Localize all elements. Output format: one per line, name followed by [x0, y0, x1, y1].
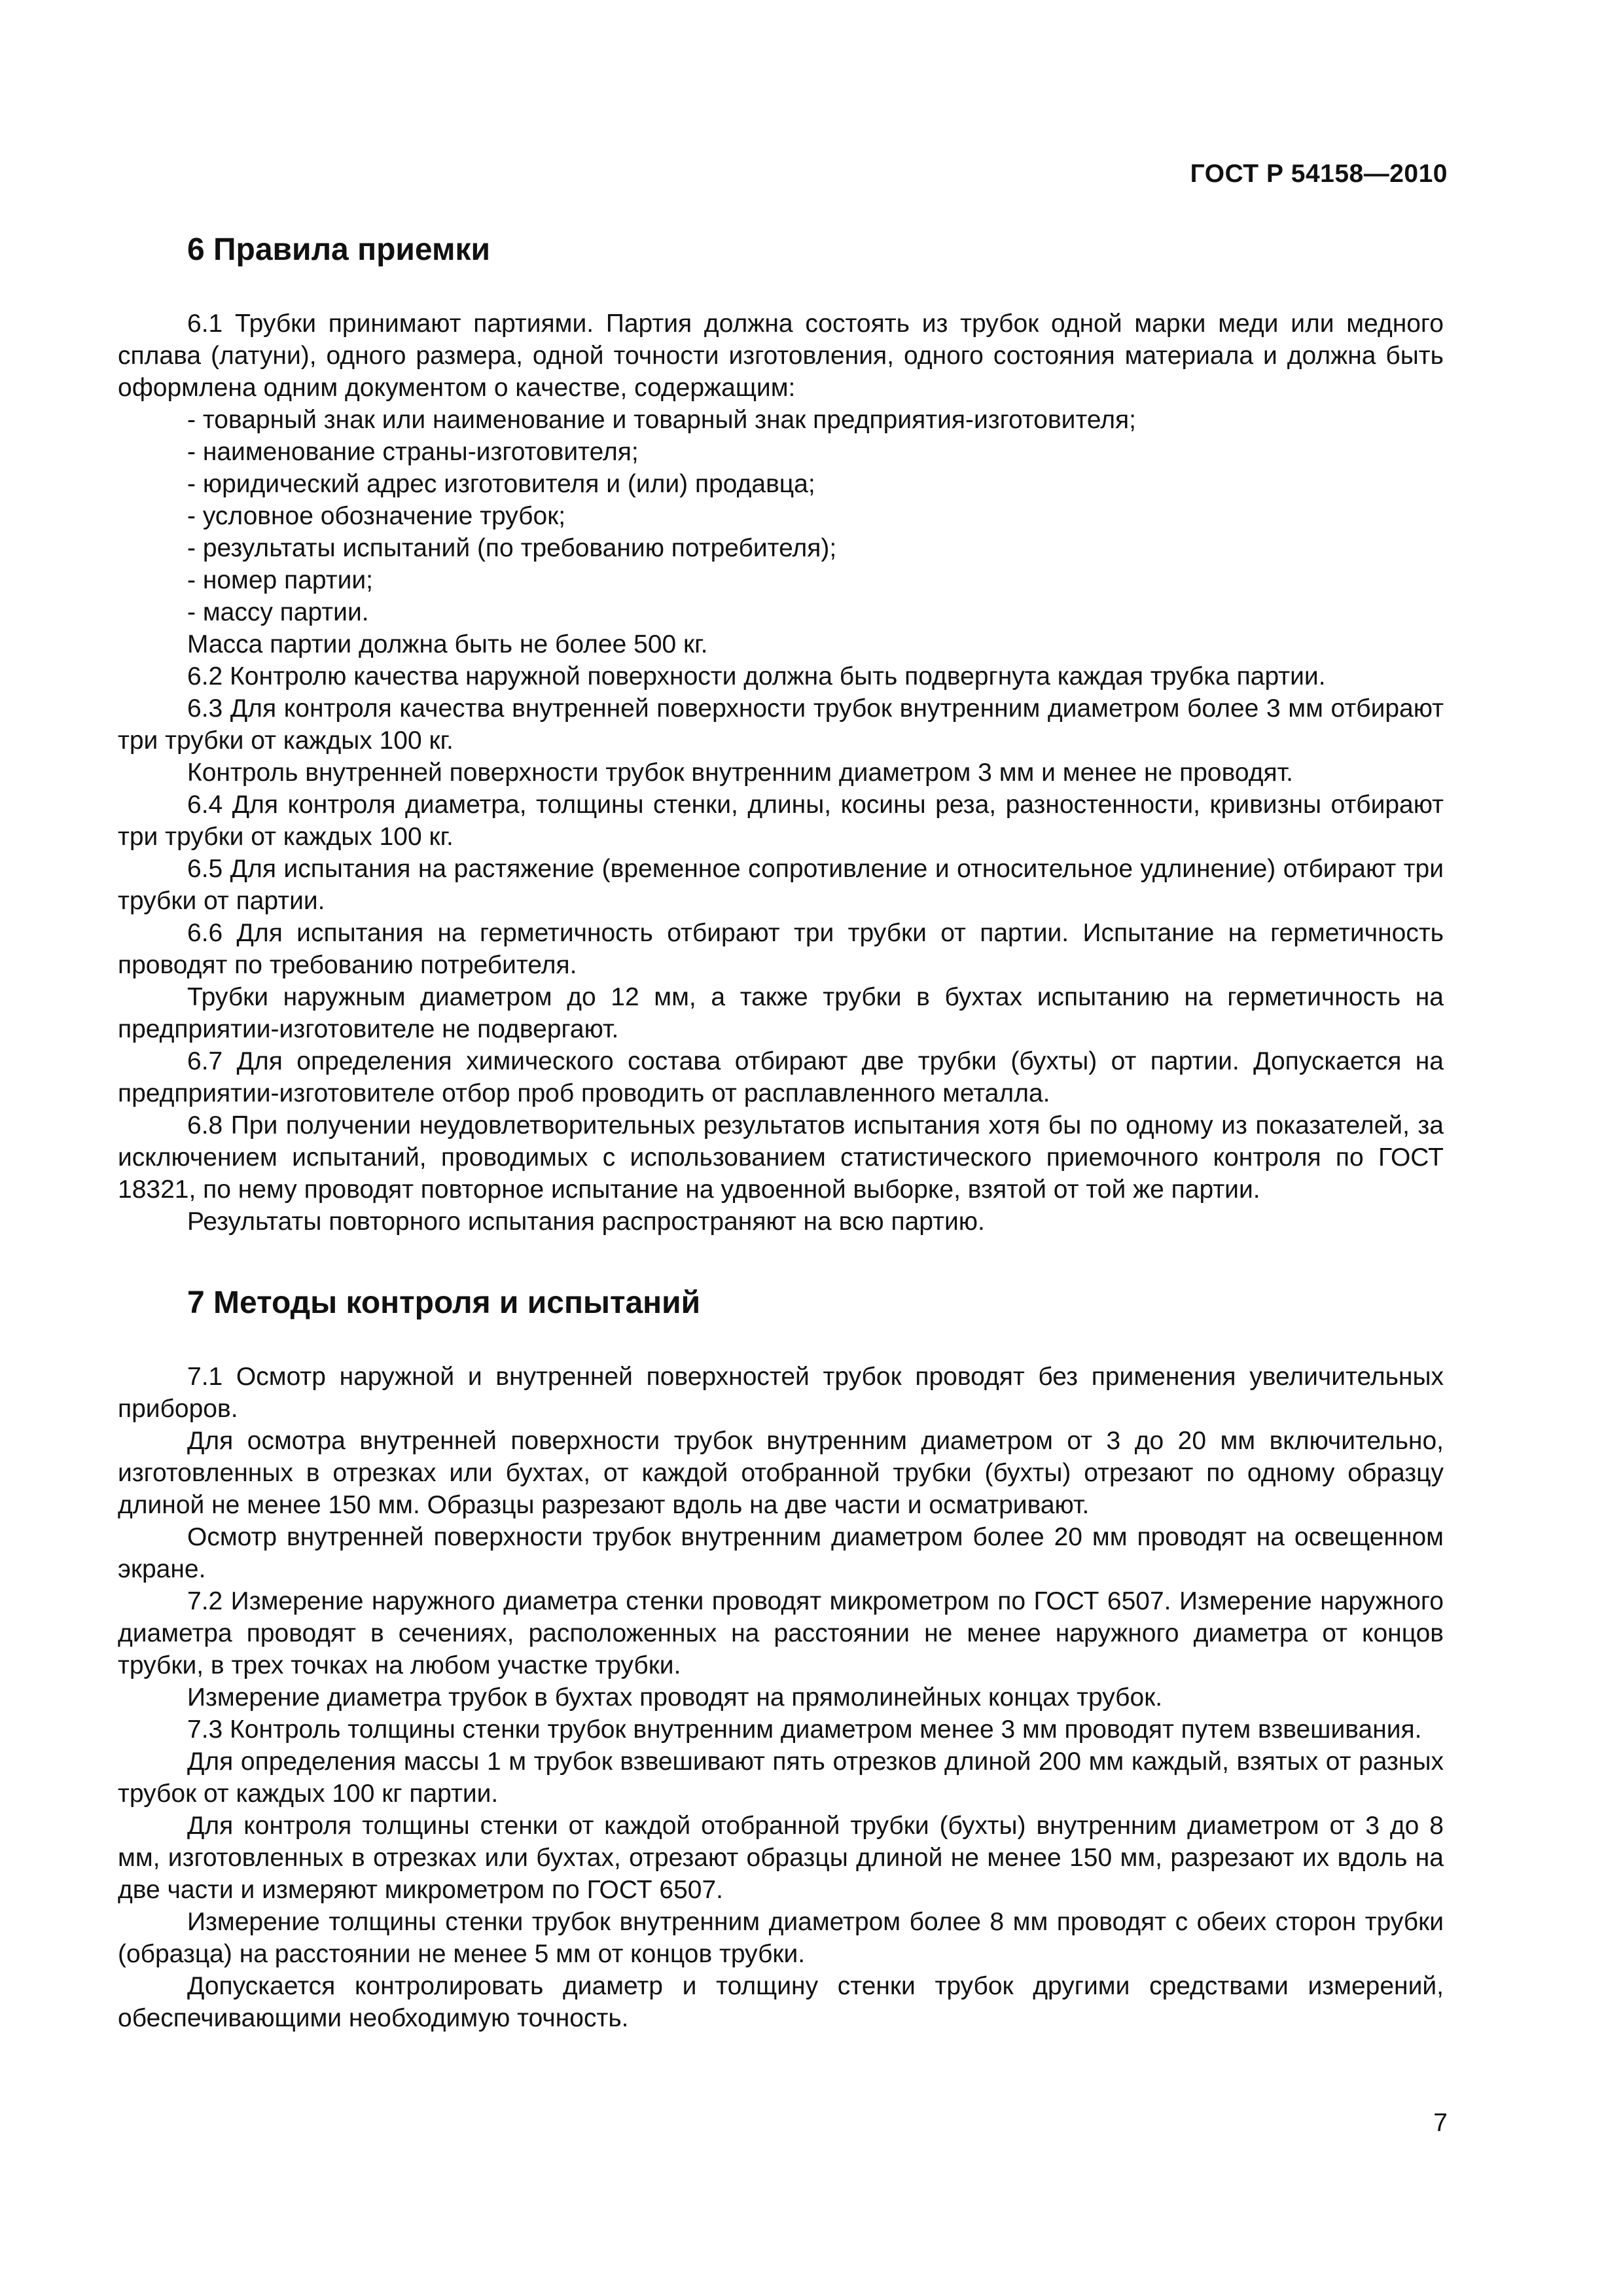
list-item: - результаты испытаний (по требованию потребителя); — [187, 534, 837, 562]
section-6-title: 6 Правила приемки — [187, 232, 491, 267]
list-item: - условное обозначение трубок; — [187, 502, 566, 530]
paragraph-6-3: 6.3 Для контроля качества внутренней поверхности трубок внутренним диаметром более 3 мм отбирают три трубки от каждых 100 кг. — [118, 694, 1444, 755]
paragraph-7-3c: Для контроля толщины стенки от каждой отобранной трубки (бухты) внутренним диаметром от 3 до 8 мм, изготовленных в отрезках или бухтах, отрезают образцы длиной не менее 150 мм, разрезают их вдоль на две части и измеряют микрометром по ГОСТ 6507. — [118, 1812, 1444, 1904]
paragraph-6-8: 6.8 При получении неудовлетворительных результатов испытания хотя бы по одному из показателей, за исключением испытаний, проводимых с использованием статистического приемочного контроля по ГОСТ 18321, по нему проводят повторное испытание на удвоенной выборке, взятой от той же партии. — [118, 1111, 1444, 1204]
page-number: 7 — [1433, 2109, 1448, 2137]
paragraph-7-1: 7.1 Осмотр наружной и внутренней поверхностей трубок проводят без применения увеличительных приборов. — [118, 1363, 1444, 1423]
list-item: - юридический адрес изготовителя и (или) продавца; — [187, 470, 815, 498]
paragraph-7-1c: Осмотр внутренней поверхности трубок внутренним диаметром более 20 мм проводят на освещенном экране. — [118, 1523, 1444, 1583]
paragraph-6-4: 6.4 Для контроля диаметра, толщины стенки, длины, косины реза, разностенности, кривизны отбирают три трубки от каждых 100 кг. — [118, 791, 1444, 851]
section-7-title: 7 Методы контроля и испытаний — [187, 1285, 701, 1320]
list-item: - наименование страны-изготовителя; — [187, 438, 639, 466]
paragraph-6-1: 6.1 Трубки принимают партиями. Партия должна состоять из трубок одной марки меди или медного сплава (латуни), одного размера, одной точности изготовления, одного состояния материала и должна быть оформлена одним документом о качестве, содержащим: — [118, 310, 1444, 402]
paragraph-6-8b: Результаты повторного испытания распространяют на всю партию. — [187, 1208, 985, 1236]
document-number: ГОСТ Р 54158—2010 — [1190, 160, 1448, 188]
list-item: - номер партии; — [187, 566, 373, 594]
paragraph-7-2b: Измерение диаметра трубок в бухтах проводят на прямолинейных концах трубок. — [187, 1683, 1163, 1712]
paragraph-6-6b: Трубки наружным диаметром до 12 мм, а также трубки в бухтах испытанию на герметичность на предприятии-изготовителе не подвергают. — [118, 983, 1444, 1043]
list-item: - товарный знак или наименование и товарный знак предприятия-изготовителя; — [187, 406, 1136, 434]
list-item: - массу партии. — [187, 598, 369, 626]
page-content — [118, 230, 1444, 2034]
paragraph-7-3: 7.3 Контроль толщины стенки трубок внутренним диаметром менее 3 мм проводят путем взвешивания. — [187, 1715, 1422, 1744]
paragraph-6-7: 6.7 Для определения химического состава отбирают две трубки (бухты) от партии. Допускается на предприятии-изготовителе отбор проб проводить от расплавленного металла. — [118, 1047, 1444, 1107]
paragraph-7-2: 7.2 Измерение наружного диаметра стенки проводят микрометром по ГОСТ 6507. Измерение наружного диаметра проводят в сечениях, расположенных на расстоянии не менее наружного диаметра от концов трубки, в трех точках на любом участке трубки. — [118, 1587, 1444, 1679]
paragraph-7-1b: Для осмотра внутренней поверхности трубок внутренним диаметром от 3 до 20 мм включительно, изготовленных в отрезках или бухтах, от каждой отобранной трубки (бухты) отрезают по одному образцу длиной не менее 150 мм. Образцы разрезают вдоль на две части и осматривают. — [118, 1427, 1444, 1519]
paragraph-6-5: 6.5 Для испытания на растяжение (временное сопротивление и относительное удлинение) отбирают три трубки от партии. — [118, 855, 1444, 915]
paragraph-6-3b: Контроль внутренней поверхности трубок внутренним диаметром 3 мм и менее не проводят. — [187, 759, 1293, 787]
paragraph-6-2: 6.2 Контролю качества наружной поверхности должна быть подвергнута каждая трубка партии. — [187, 662, 1326, 691]
paragraph-7-3e: Допускается контролировать диаметр и толщину стенки трубок другими средствами измерений, обеспечивающими необходимую точность. — [118, 1972, 1444, 2032]
paragraph-7-3d: Измерение толщины стенки трубок внутренним диаметром более 8 мм проводят с обеих сторон трубки (образца) на расстоянии не менее 5 мм от концов трубки. — [118, 1908, 1444, 1968]
paragraph-6-6: 6.6 Для испытания на герметичность отбирают три трубки от партии. Испытание на герметичность проводят по требованию потребителя. — [118, 919, 1444, 979]
paragraph-7-3b: Для определения массы 1 м трубок взвешивают пять отрезков длиной 200 мм каждый, взятых от разных трубок от каждых 100 кг партии. — [118, 1748, 1444, 1808]
paragraph-mass: Масса партии должна быть не более 500 кг. — [187, 630, 708, 658]
